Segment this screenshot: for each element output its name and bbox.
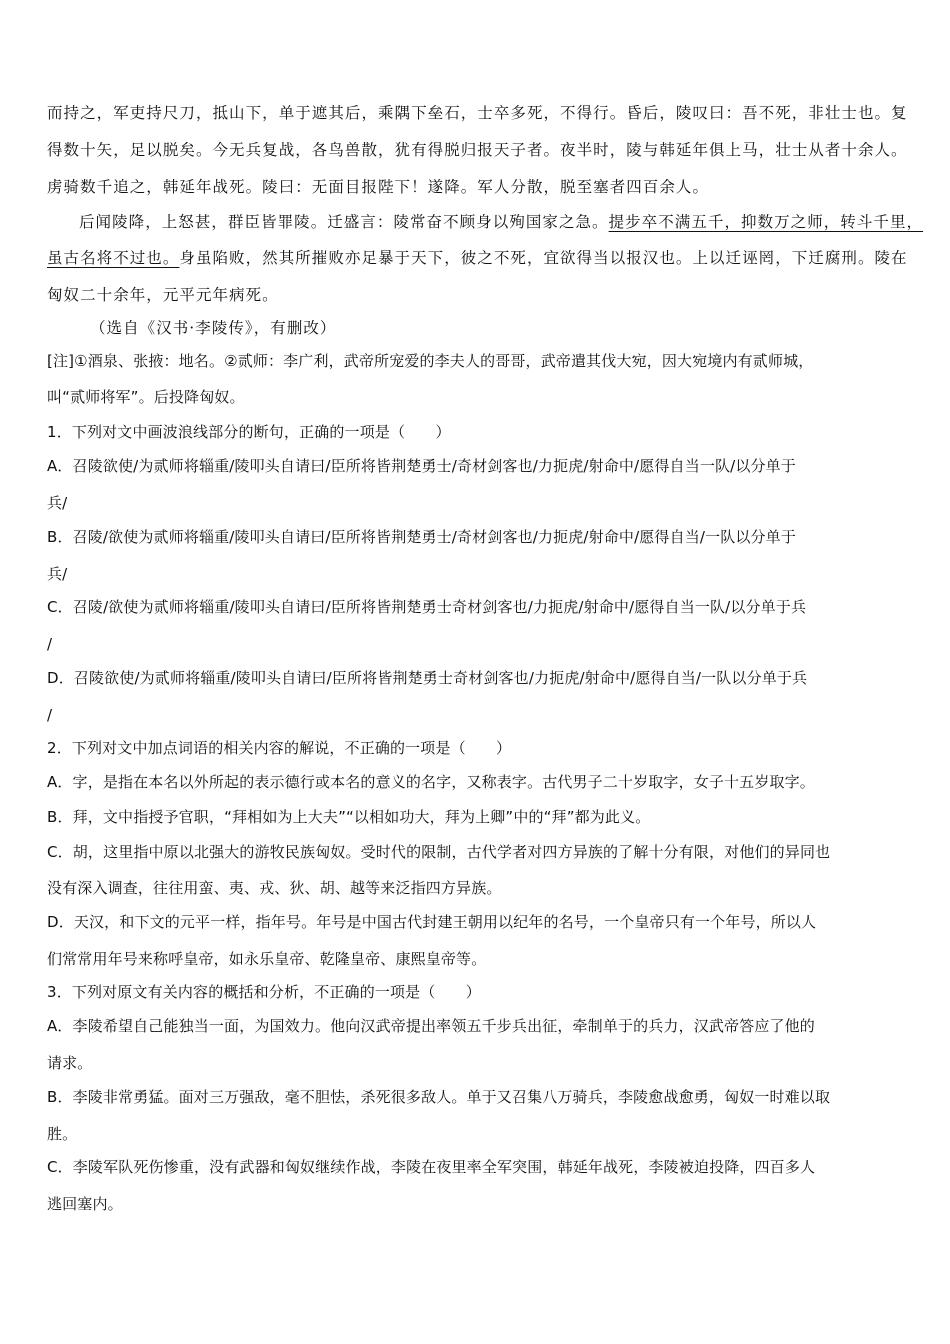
passage-text: 身虽陷败，然其所摧败亦足暴于天下，彼之不死，宜欲得当以报汉也。上以迁诬罔，下迁腐刑。陵在 <box>179 249 908 267</box>
option-a-continued: 请求。 <box>47 1054 93 1072</box>
option-c: C．召陵/欲使为贰师将辎重/陵叩头自请曰/臣所将皆荆楚勇士奇材剑客也/力扼虎/射命中/愿得自当一队/以分单于兵 <box>47 598 807 616</box>
annotation-note: 叫“贰师将军”。后投降匈奴。 <box>47 388 245 406</box>
question-stem: 3．下列对原文有关内容的概括和分析，不正确的一项是（ ） <box>47 983 481 1001</box>
option-b: B．拜，文中指授予官职，“拜相如为上大夫”“以相如功大，拜为上卿”中的“拜”都为此义。 <box>47 808 651 826</box>
passage-line <box>47 248 908 268</box>
option-c-continued: 逃回塞内。 <box>47 1195 123 1213</box>
question-stem: 2．下列对文中加点词语的相关内容的解说，不正确的一项是（ ） <box>47 739 512 757</box>
passage-line: 而持之，军吏持尺刀，抵山下，单于遮其后，乘隅下垒石，士卒多死，不得行。昏后，陵叹曰：吾不死，非壮士也。复 <box>47 104 908 122</box>
option-c-continued: / <box>47 635 53 653</box>
option-a: A．字，是指在本名以外所起的表示德行或本名的意义的名字，又称表字。古代男子二十岁取字，女子十五岁取字。 <box>47 773 815 791</box>
underlined-sentence: 提步卒不满五千，抑数万之师，转斗千里， <box>608 213 924 231</box>
option-d: D．天汉，和下文的元平一样，指年号。年号是中国古代封建王朝用以纪年的名号，一个皇帝只有一个年号，所以人 <box>47 913 817 931</box>
option-b-continued: 兵/ <box>47 565 68 583</box>
source-citation: （选自《汉书·李陵传》，有删改） <box>90 319 337 337</box>
option-b: B．召陵/欲使为贰师将辎重/陵叩头自请曰/臣所将皆荆楚勇士/奇材剑客也/力扼虎/射命中/愿得自当/一队以分单于 <box>47 528 796 546</box>
question-stem: 1．下列对文中画波浪线部分的断句，正确的一项是（ ） <box>47 423 451 441</box>
option-c-continued: 没有深入调查，往往用蛮、夷、戎、狄、胡、越等来泛指四方异族。 <box>47 879 502 897</box>
option-d-continued: / <box>47 706 53 724</box>
passage-line: 虏骑数千追之，韩延年战死。陵曰：无面目报陛下！遂降。军人分散，脱至塞者四百余人。 <box>47 178 710 196</box>
option-c: C．李陵军队死伤惨重，没有武器和匈奴继续作战，李陵在夜里率全军突围，韩延年战死，李陵被迫投降，四百多人 <box>47 1158 816 1176</box>
passage-line <box>79 212 923 232</box>
option-a: A．召陵欲使/为贰师将辎重/陵叩头自请曰/臣所将皆荆楚勇士/奇材剑客也/力扼虎/射命中/愿得自当一队/以分单于 <box>47 457 796 475</box>
passage-line: 得数十矢，足以脱矣。今无兵复战，各鸟兽散，犹有得脱归报天子者。夜半时，陵与韩延年俱上马，壮士从者十余人。 <box>47 141 908 159</box>
passage-text: 后闻陵降，上怒甚，群臣皆罪陵。迁盛言：陵常奋不顾身以殉国家之急。 <box>79 213 609 231</box>
option-a-continued: 兵/ <box>47 494 68 512</box>
passage-line: 匈奴二十余年，元平元年病死。 <box>47 286 279 304</box>
option-c: C．胡，这里指中原以北强大的游牧民族匈奴。受时代的限制，古代学者对四方异族的了解十分有限，对他们的异同也 <box>47 843 831 861</box>
annotation-note: [注]①酒泉、张掖：地名。②贰师：李广利，武帝所宠爱的李夫人的哥哥，武帝遣其伐大宛，因大宛境内有贰师城， <box>47 352 814 370</box>
option-d: D．召陵欲使/为贰师将辎重/陵叩头自请曰/臣所将皆荆楚勇士奇材剑客也/力扼虎/射命中/愿得自当/一队以分单于兵 <box>47 669 808 687</box>
option-b-continued: 胜。 <box>47 1125 78 1143</box>
underlined-sentence: 虽古名将不过也。 <box>47 249 180 267</box>
option-a: A．李陵希望自己能独当一面，为国效力。他向汉武帝提出率领五千步兵出征，牵制单于的兵力，汉武帝答应了他的 <box>47 1017 815 1035</box>
option-b: B．李陵非常勇猛。面对三万强敌，毫不胆怯，杀死很多敌人。单于又召集八万骑兵，李陵愈战愈勇，匈奴一时难以取 <box>47 1088 831 1106</box>
option-d-continued: 们常常用年号来称呼皇帝，如永乐皇帝、乾隆皇帝、康熙皇帝等。 <box>47 950 487 968</box>
